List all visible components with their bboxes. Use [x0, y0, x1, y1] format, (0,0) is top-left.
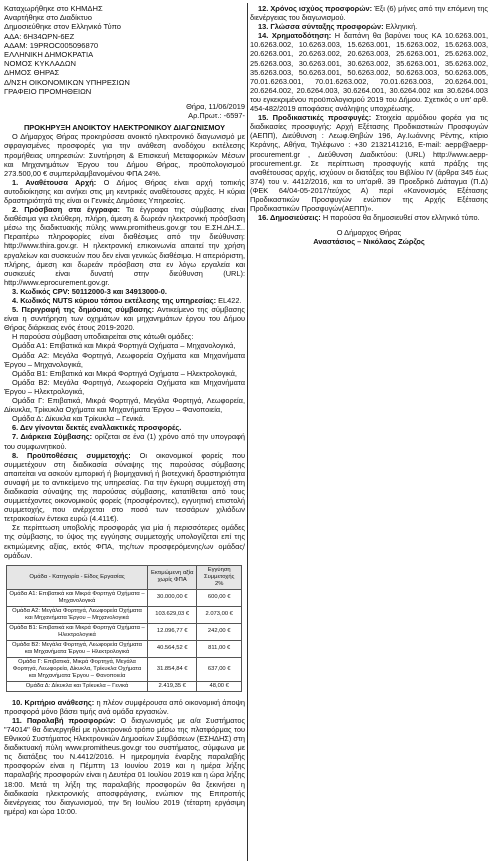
- header-line: ΔΗΜΟΣ ΘΗΡΑΣ: [4, 68, 60, 78]
- section-13: [250, 22, 488, 31]
- section-text: Η δαπάνη θα βαρύνει τους ΚΑ 10.6263.001, 10.6263.002, 10.6263.003, 15.6263.001, 15.6263.002, 15.6263.003, 20.6263.001, 20.6263.002, 20.6263.003, 25.6263.001, 25.6263.002, 25.6263.003, 30.6263.001, 30.6263.002, 35.6263.001, 35.6263.002, 35.6263.003, 50.6263.001, 50.6263.002, 50.6263.003, 50.6263.005, 70.01.6263.001, 70.01.6263.002, 70.01.6263.003, 20.6264.001, 20.6264.002, 20.6264.003, 30.6264.001, 30.6264.002 και 30.6264.003 του εγκεκριμένου προϋπολογισμού 2019 του Δήμου. Σχετικός ο υπ' αρθ. 454-482/2019 αποφάσεις ανάληψης υποχρέωσης.: [250, 31, 488, 114]
- section-7: [4, 432, 245, 450]
- section-15: [250, 113, 488, 213]
- date-line: Θήρα, 11/06/2019: [186, 102, 245, 112]
- section-8-guarantee-note: Σε περίπτωση υποβολής προσφοράς για μία ή περισσότερες ομάδες της σύμβασης, το ύψος της εγγύησης συμμετοχής υπολογίζεται επί της εκτιμώμενης αξίας, εκτός ΦΠΑ, της/των προσφερόμενης/ων ομάδας/ομάδων.: [4, 523, 245, 560]
- section-text: Ο διαγωνισμός με α/α Συστήματος "74014" θα διενεργηθεί με ηλεκτρονικό τρόπο μέσω της πλατφόρμας του Εθνικού Συστήματος Ηλεκτρονικών Δημοσίων Συμβάσεων (ΕΣΗΔΗΣ) στη διαδικτυακή πύλη www.promitheus.gov.gr του συστήματος, σύμφωνα με τις διατάξεις του Ν.4412/2016. Η ημερομηνία έναρξης παραλαβής προσφορών είναι η Πέμπτη 13 Ιουνίου 2019 και η ημέρα λήξης παραλαβής προσφορών είναι η Δευτέρα 01 Ιουλίου 2019 και η ώρα λήξης 18:00. Μετά τη λήξη της παραλαβής προσφορών θα ξεκινήσει η διαδικασία ηλεκτρονικής αποσφράγισης, ενώπιον της Επιτροπής διενέργειας του διαγωνισμού, την 5η Ιουλίου 2019 (τέταρτη εργάσιμη ημέρα) και ώρα 10:00.: [4, 715, 246, 816]
- group-item: Ομάδα Δ: Δίκυκλα και Τρίκυκλα – Γενικά.: [12, 414, 145, 424]
- section-6: [4, 423, 245, 432]
- section-text: Οι οικονομικοί φορείς που συμμετέχουν στη διαδικασία σύναψης της παρούσας σύμβασης απαιτείται να ασκούν εμπορική ή βιομηχανική ή βιοτεχνική δραστηριότητα συναφή με το αντικείμενο της υπηρεσίας. Για την έγκυρη συμμετοχή στη διαδικασία σύναψης της παρούσας σύμβασης, κατατίθεται από τους συμμετέχοντες οικονομικούς φορείς (προσφέροντες), εγγυητική επιστολή συμμετοχής, που ανέρχεται στο ποσό των τεσσάρων χιλιάδων τετρακοσίων έντεκα ευρώ (4.411€).: [4, 450, 246, 524]
- section-heading: 7. Διάρκεια Σύμβασης:: [12, 432, 93, 442]
- document-title: ΠΡΟΚΗΡΥΞΗ ΑΝΟΙΚΤΟΥ ΗΛΕΚΤΡΟΝΙΚΟΥ ΔΙΑΓΩΝΙΣΜΟΥ: [23, 123, 226, 133]
- section-8: [4, 451, 245, 524]
- table-cell: 2.419,35 €: [148, 681, 197, 691]
- section-heading: 6. Δεν γίνονται δεκτές εναλλακτικές προσφορές.: [12, 423, 182, 433]
- section-text: Η παρούσα θα δημοσιευθεί στον ελληνικό τύπο.: [320, 213, 480, 223]
- table-cell: 40.564,52 €: [148, 640, 197, 657]
- header-line: Δ/ΝΣΗ ΟΙΚΟΝΟΜΙΚΩΝ ΥΠΗΡΕΣΙΩΝ: [4, 77, 130, 87]
- section-2: [4, 205, 245, 287]
- column-divider: [247, 3, 248, 861]
- guarantee-table: [6, 565, 242, 692]
- section-text: Ο Δήμος Θήρας είναι αρχή τοπικής αυτοδιοίκησης και ανήκει στις μη κεντρικές αναθέτουσες αρχές. Η κύρια δραστηριότητά της είναι οι Γενικές Δημόσιες Υπηρεσίες.: [4, 177, 246, 205]
- group-item: Ομάδα Α2: Μεγάλα Φορτηγά, Λεωφορεία Οχήματα και Μηχανήματα Έργου – Μηχανολογικά,: [4, 350, 245, 369]
- table-cell: 48,00 €: [197, 681, 242, 691]
- table-row: [7, 623, 242, 640]
- signature-title: Ο Δήμαρχος Θήρας: [336, 228, 402, 238]
- table-row: [7, 640, 242, 657]
- section-text: Στοιχεία αρμόδιου φορέα για τις διαδικασίες προσφυγής: Αρχή Εξέτασης Προδικαστικών Προσφυγών (ΑΕΠΠ), Διεύθυνση : Λεωφ.Θηβών 196, Αγ.Ιωάννης Ρέντης, κτίριο Κεράνης, Αθήνα, Τηλέφωνο : +30 2132141216, E-mail: aepp@aepp-procurement.gr , Διεύθυνση Διαδικτύου: (URL) http://www.aepp-procurement.gr. Σε περίπτωση προσφυγής κατά πράξης της αναθέτουσας αρχής, ισχύουν οι διατάξεις του Βιβλίου IV (άρθρα 345 έως 374) του ν. 4412/2016, και το υπ'αριθ. 39 Προεδρικό Διάταγμα (Π.Δ) (ΦΕΚ 64/04-05-2017/τεύχος Α) περί «Κανονισμός Εξέτασης Προδικαστικών Προσφυγών ενώπιον της Αρχής Εξέτασης Προδικαστικών Προσφυγών(ΑΕΠΠ)».: [250, 113, 488, 214]
- table-header: Εγγύηση Συμμετοχής 2%: [197, 565, 242, 589]
- section-heading: 11. Παραλαβή προσφορών:: [12, 715, 116, 725]
- section-12: [250, 4, 488, 22]
- section-text: Έξι (6) μήνες από την επόμενη της διενέργειας του διαγωνισμού.: [250, 4, 488, 23]
- section-heading: 12. Χρόνος ισχύος προσφορών:: [258, 4, 373, 13]
- table-cell: Ομάδα Β1: Επιβατικά και Μικρά Φορτηγά Οχήματα – Ηλεκτρολογικά: [7, 623, 148, 640]
- header-line: ΓΡΑΦΕΙΟ ΠΡΟΜΗΘΕΙΩΝ: [4, 86, 92, 96]
- section-5-sub: Η παρούσα σύμβαση υποδιαιρείται στις κάτωθι ομάδες:: [12, 332, 194, 342]
- table-cell: 637,00 €: [197, 657, 242, 681]
- section-text: ορίζεται σε ένα (1) χρόνο από την υπογραφή του συμφωνητικού.: [4, 432, 245, 451]
- table-cell: 103.629,03 €: [148, 606, 197, 623]
- protocol-number: Αρ.Πρωτ.: -6597-: [188, 111, 245, 121]
- section-1: [4, 178, 245, 205]
- section-heading: 13. Γλώσσα σύνταξης προσφορών:: [258, 22, 384, 32]
- table-cell: 31.854,84 €: [148, 657, 197, 681]
- group-item: Ομάδα Γ: Επιβατικά, Μικρά Φορτηγά, Μεγάλα Φορτηγά, Λεωφορεία, Δίκυκλα, Τρίκυκλα Οχήματα και Μηχανήματα Έργου – Φανοποιεία,: [4, 396, 245, 415]
- group-item: Ομάδα Α1: Επιβατικά και Μικρά Φορτηγά Οχήματα – Μηχανολογικά,: [12, 341, 236, 351]
- header-line: Αναρτήθηκε στο Διαδίκτυο: [4, 13, 93, 23]
- table-row: [7, 606, 242, 623]
- section-text: 50112000-3 και 34913000-0.: [69, 286, 167, 296]
- section-text: Τα έγγραφα της σύμβασης είναι διαθέσιμα για ελεύθερη, πλήρη, άμεση & δωρεάν ηλεκτρονική πρόσβαση μέσω της διαδικτυακής πύλης www.promitheus.gov.gr του Ε.ΣΗ.ΔΗ.Σ.. Περαιτέρω πληροφορίες είναι διαθέσιμες από την διεύθυνση: http://www.thira.gov.gr. Η ηλεκτρονική επικοινωνία απαιτεί την χρήση εργαλείων και συσκευών που δεν είναι γενικώς διαθέσιμα. Η απεριόριστη, πλήρης, άμεση και δωρεάν πρόσβαση στα εν λόγω εργαλεία και συσκευές είναι δυνατή στην διεύθυνση (URL): http://www.eprocurement.gov.gr.: [4, 205, 245, 287]
- section-text: EL422.: [216, 296, 242, 305]
- table-cell: Ομάδα Α1: Επιβατικά και Μικρά Φορτηγά Οχήματα – Μηχανολογικά: [7, 589, 148, 606]
- table-cell: 12.096,77 €: [148, 623, 197, 640]
- section-11: [4, 716, 245, 816]
- right-column: [250, 4, 488, 246]
- table-cell: Ομάδα Γ: Επιβατικά, Μικρά Φορτηγά, Μεγάλα Φορτηγά, Λεωφορεία, Δίκυκλα, Τρίκυκλα Οχήματα και Μηχανήματα Έργου – Φανοποιεία: [7, 657, 148, 681]
- section-heading: 8. Προϋποθέσεις συμμετοχής:: [12, 450, 131, 460]
- section-heading: 4. Κωδικός NUTS κύριου τόπου εκτέλεσης της υπηρεσίας:: [12, 296, 217, 305]
- section-5: [4, 305, 245, 332]
- section-16: [250, 213, 488, 222]
- table-cell: Ομάδα Δ: Δίκυκλα και Τρίκυκλα – Γενικά: [7, 681, 148, 691]
- signature-name: Αναστάσιος – Νικόλαος Ζώρζος: [313, 237, 425, 247]
- table-row: [7, 681, 242, 691]
- section-heading: 15. Προδικαστικές προσφυγές:: [258, 113, 372, 123]
- section-text: η πλέον συμφέρουσα από οικονομική άποψη προσφορά μόνο βάσει τιμής ανά ομάδα εργασιών.: [4, 697, 245, 716]
- header-line: ΑΔΑ: 6Η34ΩΡΝ-6ΕΖ: [4, 31, 75, 41]
- header-line: Δημοσιεύθηκε στον Ελληνικό Τύπο: [4, 22, 122, 32]
- table-cell: 2.073,00 €: [197, 606, 242, 623]
- section-heading: 5. Περιγραφή της δημόσιας σύμβασης:: [12, 305, 155, 315]
- table-header-row: [7, 565, 242, 589]
- section-heading: 1. Αναθέτουσα Αρχή:: [12, 177, 97, 187]
- section-text: Ελληνική.: [383, 22, 418, 32]
- section-heading: 14. Χρηματοδότηση:: [258, 31, 332, 41]
- header-line: ΕΛΛΗΝΙΚΗ ΔΗΜΟΚΡΑΤΙΑ: [4, 50, 94, 60]
- section-10: [4, 698, 245, 716]
- table-cell: 30.000,00 €: [148, 589, 197, 606]
- group-item: Ομάδα Β2: Μεγάλα Φορτηγά, Λεωφορεία Οχήματα και Μηχανήματα Έργου – Ηλεκτρολογικά,: [4, 377, 245, 396]
- table-row: [7, 657, 242, 681]
- section-heading: 10. Κριτήριο ανάθεσης:: [12, 697, 95, 707]
- left-column: [4, 4, 245, 816]
- intro-paragraph: Ο Δήμαρχος Θήρας προκηρύσσει ανοικτό ηλεκτρονικό διαγωνισμό με σφραγισμένες προσφορές για την ανάθεση ανοδόχου εκτέλεσης προμήθειας υπηρεσιών: Συντήρηση & Επισκευή Μεταφορικών Μέσων και Μηχανημάτων Έργου του Δήμου Θήρας, προϋπολογισμού 273.500,00 € συμπεριλαμβανομένου ΦΠΑ 24%.: [4, 132, 245, 178]
- table-header: Εκτιμώμενη αξία χωρίς ΦΠΑ: [148, 565, 197, 589]
- header-line: ΑΔΑΜ: 19PROC005096870: [4, 40, 99, 50]
- header-block: [4, 4, 245, 96]
- section-heading: 16. Δημοσιεύσεις:: [258, 213, 321, 223]
- table-cell: 811,00 €: [197, 640, 242, 657]
- section-14: [250, 31, 488, 113]
- section-heading: 2. Πρόσβαση στα έγγραφα:: [12, 205, 121, 215]
- table-cell: 600,00 €: [197, 589, 242, 606]
- table-cell: 242,00 €: [197, 623, 242, 640]
- section-text: Αντικείμενο της σύμβασης είναι η συντήρηση των οχημάτων και μηχανημάτων έργου του Δήμου Θήρας διάρκειας ενός έτους 2019-2020.: [4, 305, 245, 333]
- table-cell: Ομάδα Α2: Μεγάλα Φορτηγά, Λεωφορεία Οχήματα και Μηχανήματα Έργου – Μηχανολογικά: [7, 606, 148, 623]
- group-item: Ομάδα Β1: Επιβατικά και Μικρά Φορτηγά Οχήματα – Ηλεκτρολογικά,: [12, 368, 237, 378]
- table-cell: Ομάδα Β2: Μεγάλα Φορτηγά, Λεωφορεία Οχήματα και Μηχανήματα Έργου – Ηλεκτρολογικά: [7, 640, 148, 657]
- section-heading: 3. Κωδικός CPV:: [12, 286, 70, 296]
- header-line: ΝΟΜΟΣ ΚΥΚΛΑΔΩΝ: [4, 59, 76, 69]
- table-header: Ομάδα - Κατηγορία - Είδος Εργασίας: [7, 565, 148, 589]
- section-4: [4, 296, 245, 305]
- header-line: Καταχωρήθηκε στο ΚΗΜΔΗΣ: [4, 4, 103, 13]
- table-row: [7, 589, 242, 606]
- section-3: [4, 287, 245, 296]
